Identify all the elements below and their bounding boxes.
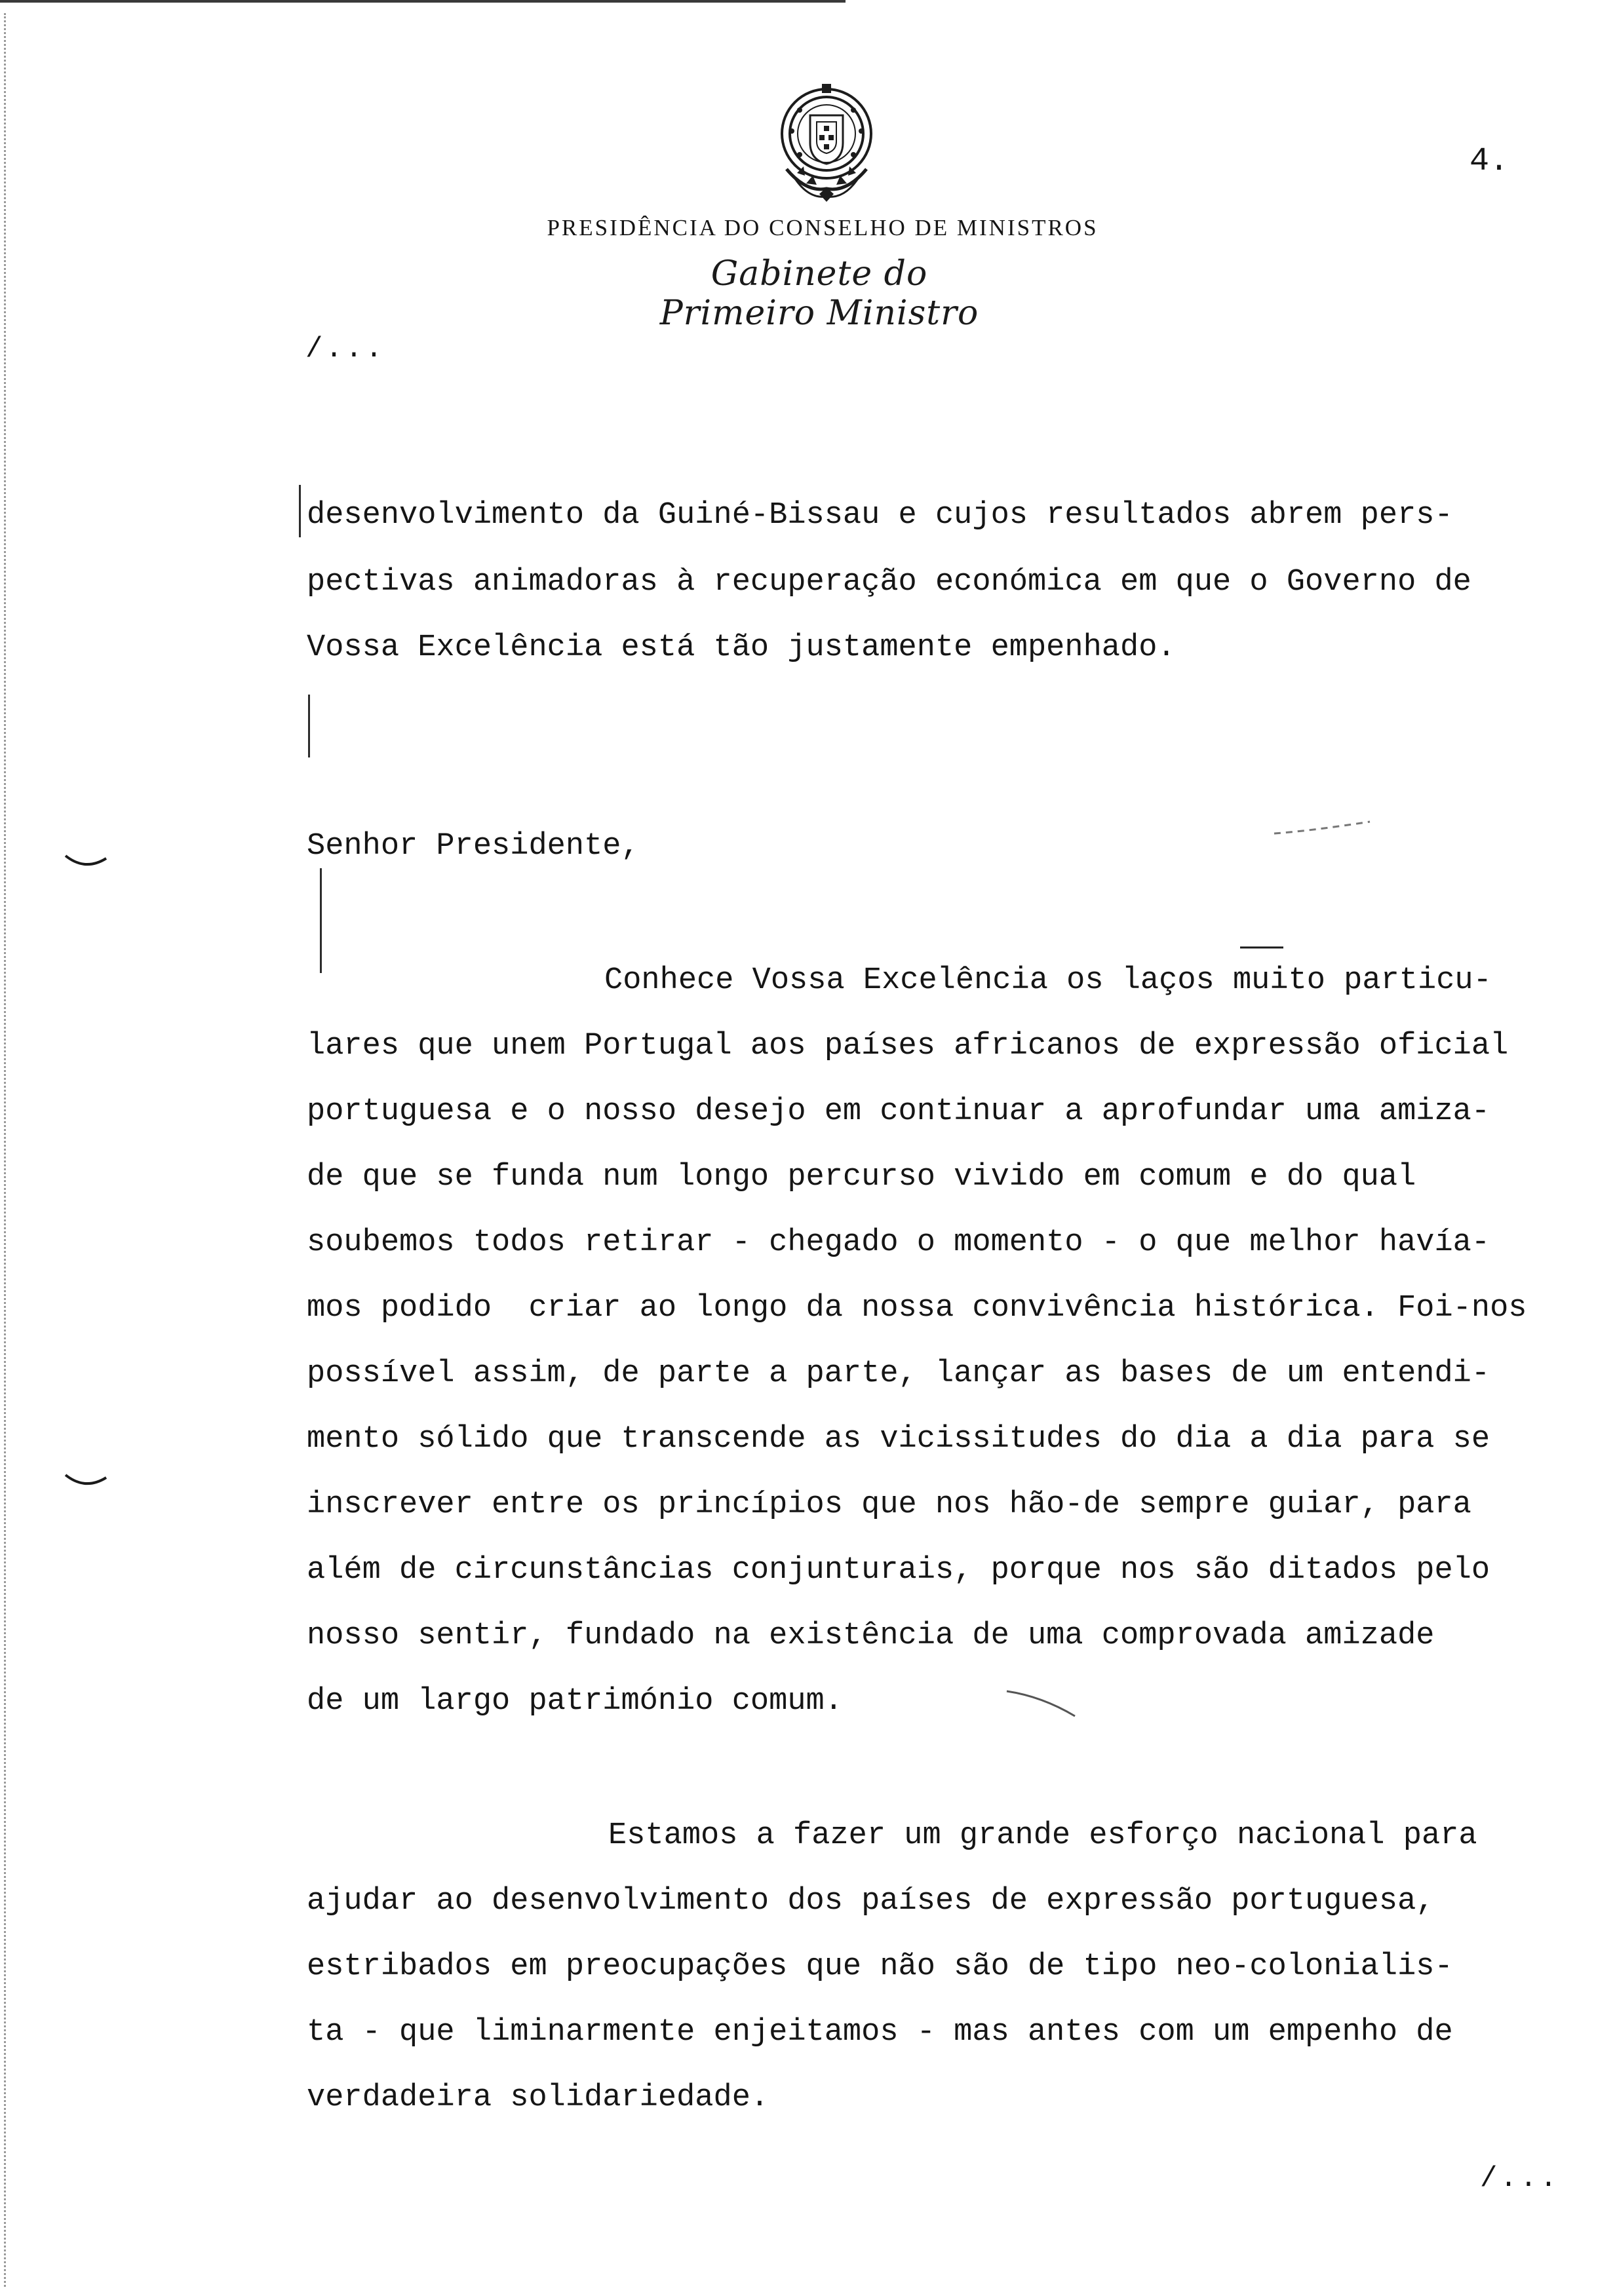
text-line: ta - que liminarmente enjeitamos - mas antes com um empenho de	[307, 2015, 1453, 2050]
text-line: desenvolvimento da Guiné-Bissau e cujos resultados abrem pers-	[307, 498, 1453, 533]
coat-of-arms-seal	[767, 77, 886, 206]
text-line: verdadeira solidariedade.	[307, 2080, 769, 2115]
scan-left-edge	[4, 13, 9, 2287]
margin-bar	[320, 868, 322, 973]
top-rule	[0, 0, 846, 3]
text-line: soubemos todos retirar - chegado o momento - o que melhor havía-	[307, 1225, 1490, 1260]
text-line: pectivas animadoras à recuperação económica em que o Governo de	[307, 565, 1471, 600]
institution-name: PRESIDÊNCIA DO CONSELHO DE MINISTROS	[547, 215, 1099, 240]
text-line: de um largo património comum.	[307, 1684, 843, 1719]
margin-bar	[299, 485, 301, 537]
text-line: mos podido criar ao longo da nossa convivência histórica. Foi-nos	[307, 1291, 1527, 1326]
continuation-mark-top: /...	[305, 333, 385, 366]
text-line: lares que unem Portugal aos países africanos de expressão oficial	[307, 1029, 1509, 1063]
overline-mark	[1239, 944, 1285, 951]
text-line: Conhece Vossa Excelência os laços muito particu-	[604, 963, 1492, 998]
continuation-mark-bottom: /...	[1480, 2162, 1560, 2195]
text-line: além de circunstâncias conjunturais, porque nos são ditados pelo	[307, 1553, 1490, 1588]
text-line: ajudar ao desenvolvimento dos países de expressão portuguesa,	[307, 1884, 1435, 1919]
punch-hole-mark	[63, 852, 109, 871]
text-line: de que se funda num longo percurso vivido em comum e do qual	[307, 1160, 1416, 1195]
text-line: inscrever entre os princípios que nos hão-de sempre guiar, para	[307, 1487, 1471, 1522]
text-line: mento sólido que transcende as vicissitudes do dia a dia para se	[307, 1422, 1490, 1457]
text-line: possível assim, de parte a parte, lançar as bases de um entendi-	[307, 1356, 1490, 1391]
text-line: nosso sentir, fundado na existência de uma comprovada amizade	[307, 1618, 1435, 1653]
text-line: portuguesa e o nosso desejo em continuar a aprofundar uma amiza-	[307, 1094, 1490, 1129]
punch-hole-mark	[63, 1471, 109, 1491]
margin-bar	[308, 695, 310, 757]
text-line: estribados em preocupações que não são de tipo neo-colonialis-	[307, 1949, 1453, 1984]
stray-mark	[1003, 1687, 1081, 1720]
text-line: Vossa Excelência está tão justamente empenhado.	[307, 630, 1176, 665]
stray-mark	[1272, 818, 1376, 837]
page-number: 4.	[1469, 143, 1509, 180]
cabinet-signature-line: Gabinete do Primeiro Ministro	[659, 254, 979, 333]
text-line: Estamos a fazer um grande esforço nacional para	[608, 1818, 1477, 1853]
salutation: Senhor Presidente,	[307, 829, 640, 864]
